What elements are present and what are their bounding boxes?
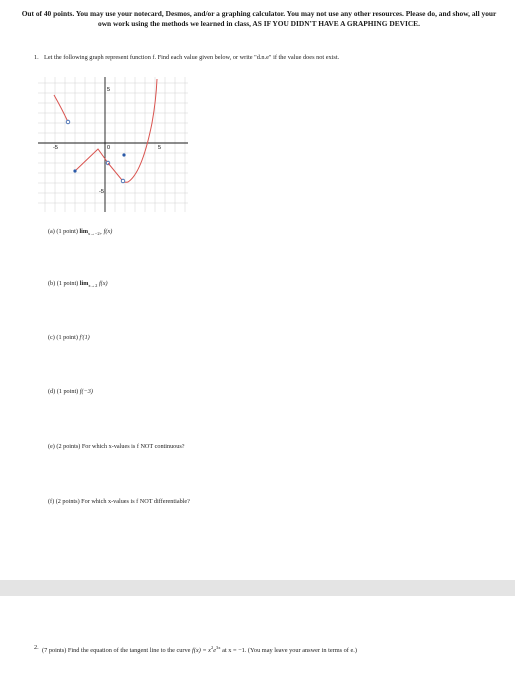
limit-word: lim [79,228,89,235]
grid [38,77,188,212]
question-text: Let the following graph represent function f. Find each value given below, or write "d.n.e" if the value does not exist. [44,54,340,61]
tick-label-x-left: -5 [53,145,58,151]
curve-middle-piece [75,149,108,171]
question-number: 2. [34,644,39,651]
instructions: Out of 40 points. You may use your notecard, Desmos, and/or a graphing calculator. You may not use any other resources. Please do, and show, all your own work using the methods we learned in class, AS IF YOU DIDN'T HAVE A GRAPHING DEVICE. [21,9,497,28]
closed-point-left [73,169,76,172]
page-2 [0,596,515,700]
question-tail: at x = −1. (You may leave your answer in terms of e.) [220,647,357,655]
question-2 [34,643,474,655]
exponent-1: 2 [210,645,214,650]
limit-word: lim [79,280,89,287]
part-text: For which x-values is f NOT continuous? [81,443,185,450]
question-number: 1. [34,54,39,61]
part-label: (c) [48,334,55,341]
part-label: (b) [48,280,56,287]
curve-left-piece [54,95,68,122]
open-point-left [66,120,70,124]
limit-function: f(x) [97,280,108,287]
tick-label-origin: 0 [107,145,111,151]
part-points: (1 point) [56,334,78,341]
function-base: e [213,647,217,655]
isolated-point [122,153,125,156]
part-points: (2 points) [55,498,80,505]
part-points: (1 point) [56,280,79,287]
part-label: (e) [48,443,55,450]
limit-subscript: x→−2+ [88,231,103,237]
open-point-bottom [121,179,125,183]
question-1 [34,54,464,62]
part-label: (f) [48,498,55,505]
exponent-2: 3x [216,645,221,650]
part-c [48,334,90,342]
part-e [48,443,185,451]
question-lead: (7 points) Find the equation of the tangent line to the curve [42,647,193,655]
part-points: (1 point) [56,228,78,235]
part-f [48,498,190,506]
curve-right-piece [108,79,157,182]
part-expression: f′(1) [79,334,90,341]
part-expression: f(−3) [79,388,93,395]
question-text [42,643,474,655]
tick-label-x-right: 5 [158,145,162,151]
part-text: For which x-values is f NOT differentiable? [81,498,190,505]
part-points: (2 points) [56,443,81,450]
limit-subscript: x→2 [88,283,98,289]
tick-label-y-bottom: -5 [99,189,104,195]
tick-label-y-top: 5 [107,87,111,93]
part-points: (1 point) [56,388,79,395]
limit-function: f(x) [102,228,113,235]
part-label: (d) [48,388,56,395]
part-d [48,388,93,396]
part-label: (a) [48,228,55,235]
function-graph [38,77,188,212]
page-separator [0,580,515,596]
part-b [48,280,108,290]
part-a [48,228,112,238]
function-name: f(x) = x [192,647,211,655]
